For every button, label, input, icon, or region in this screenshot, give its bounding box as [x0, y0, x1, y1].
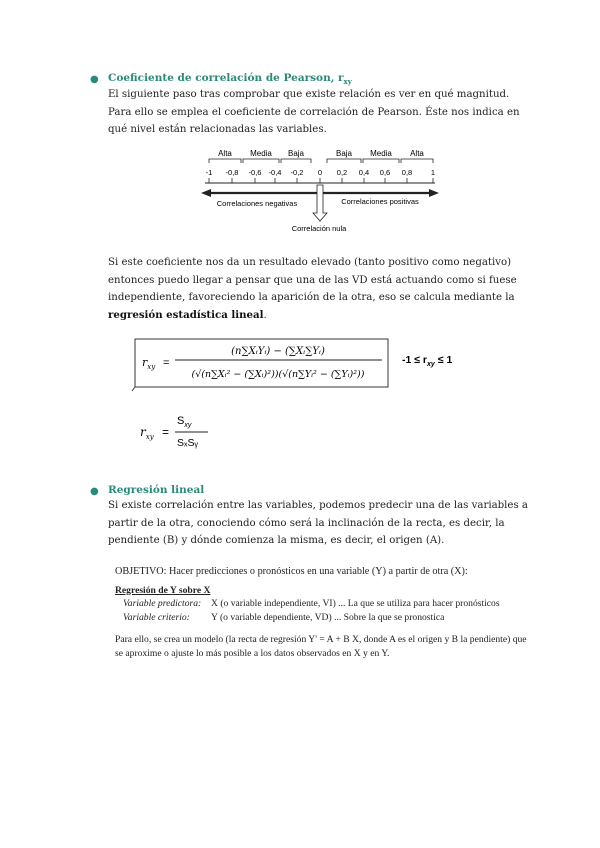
pearson-paragraph: El siguiente paso tras comprobar que existe relación es ver en qué magnitud. Para ello se emplea el coeficiente de correlación de Pearson. Éste nos indica en qué nivel están relacionadas las variables. — [108, 89, 520, 136]
objetivo-block — [115, 565, 535, 660]
pearson-heading: Coeficiente de correlación de Pearson, $r_{xy}$ — [108, 72, 352, 87]
svg-text:rxy: $r_{xy}$ — [140, 425, 154, 441]
pos-correlation-label: Correlaciones positivas — [341, 197, 419, 206]
scale-label-pos-alta: Alta — [410, 149, 424, 158]
objetivo-subtitle: Regresión de Y sobre X — [115, 584, 211, 596]
tick-label: 0,4 — [358, 168, 370, 177]
tick-label: -1 — [205, 168, 213, 177]
scale-label-neg-baja: Baja — [287, 149, 305, 158]
regresion-section — [90, 484, 530, 550]
correlation-scale-diagram — [195, 145, 445, 235]
scale-label-pos-media: Media — [370, 149, 392, 158]
svg-text:rxy: $r_{xy}$ — [142, 356, 156, 371]
bullet-icon: ● — [90, 74, 99, 85]
svg-text:=: = — [163, 357, 170, 369]
tick-label: 1 — [430, 168, 436, 177]
tick-label: 0,8 — [401, 168, 413, 177]
tick-label: -0,6 — [248, 168, 262, 177]
tick-label: -0,2 — [290, 168, 304, 177]
scale-label-pos-baja: Baja — [335, 149, 353, 158]
objetivo-paragraph: Para ello, se crea un modelo (la recta de regresión Y' = A + B X, donde A es el origen y B la pendiente) que se aproxime o ajuste lo más posible a los datos observados en X y en Y. — [115, 634, 527, 659]
simple-formula — [140, 408, 220, 458]
pearson-formula — [130, 333, 490, 393]
tick-label: 0,6 — [379, 168, 391, 177]
objetivo-row-criterio: Variable criterio: Y (o variable dependiente, VD) ... Sobre la que se pronostica — [123, 611, 445, 623]
tick-label: 0 — [317, 168, 323, 177]
tick-label: -0,4 — [268, 168, 282, 177]
scale-label-neg-media: Media — [250, 149, 272, 158]
svg-text:Sxy: $S_{xy}$ — [177, 415, 192, 429]
null-arrow-icon — [313, 185, 327, 221]
formula-range: $-1 \le r_{xy} \le 1$ — [402, 354, 453, 368]
svg-text:SₓSᵧ: SₓSᵧ — [177, 437, 198, 449]
tick-label: 0,2 — [336, 168, 348, 177]
formula-numerator: (n∑XᵢYᵢ) − (∑Xᵢ∑Yᵢ) — [231, 346, 325, 357]
objetivo-title: OBJETIVO: Hacer predicciones o pronósticos en una variable (Y) a partir de otra (X): — [115, 566, 468, 577]
pearson-section — [90, 72, 530, 139]
objetivo-row-predictora: Variable predictora: X (o variable independiente, VI) ... La que se utiliza para hacer pronósticos — [123, 598, 500, 609]
null-correlation-label: Correlación nula — [291, 224, 347, 233]
regresion-heading: Regresión lineal — [108, 484, 205, 496]
paragraph-2: Si este coeficiente nos da un resultado elevado (tanto positivo como negativo) entonces puedo llegar a pensar que una de las VD está actuando como si fuese independiente, favoreciendo la aparición de la otra, eso se calcula mediante la regresión estadística lineal. — [108, 257, 517, 321]
formula-denominator: (√(n∑Xᵢ² − (∑Xᵢ)²))(√(n∑Yᵢ² − (∑Yᵢ)²)) — [191, 369, 365, 380]
bullet-icon: ● — [90, 486, 99, 497]
neg-correlation-label: Correlaciones negativas — [216, 199, 298, 208]
tick-label: -0,8 — [225, 168, 239, 177]
svg-text:=: = — [162, 425, 170, 439]
bold-term: regresión estadística lineal — [108, 308, 264, 321]
scale-label-neg-alta: Alta — [218, 149, 232, 158]
regresion-paragraph: Si existe correlación entre las variables, podemos predecir una de las variables a partir de la otra, conociendo cómo será la inclinación de la recta, es decir, la pendiente (B) y dónde comienza la misma, es decir, el origen (A). — [108, 500, 529, 546]
